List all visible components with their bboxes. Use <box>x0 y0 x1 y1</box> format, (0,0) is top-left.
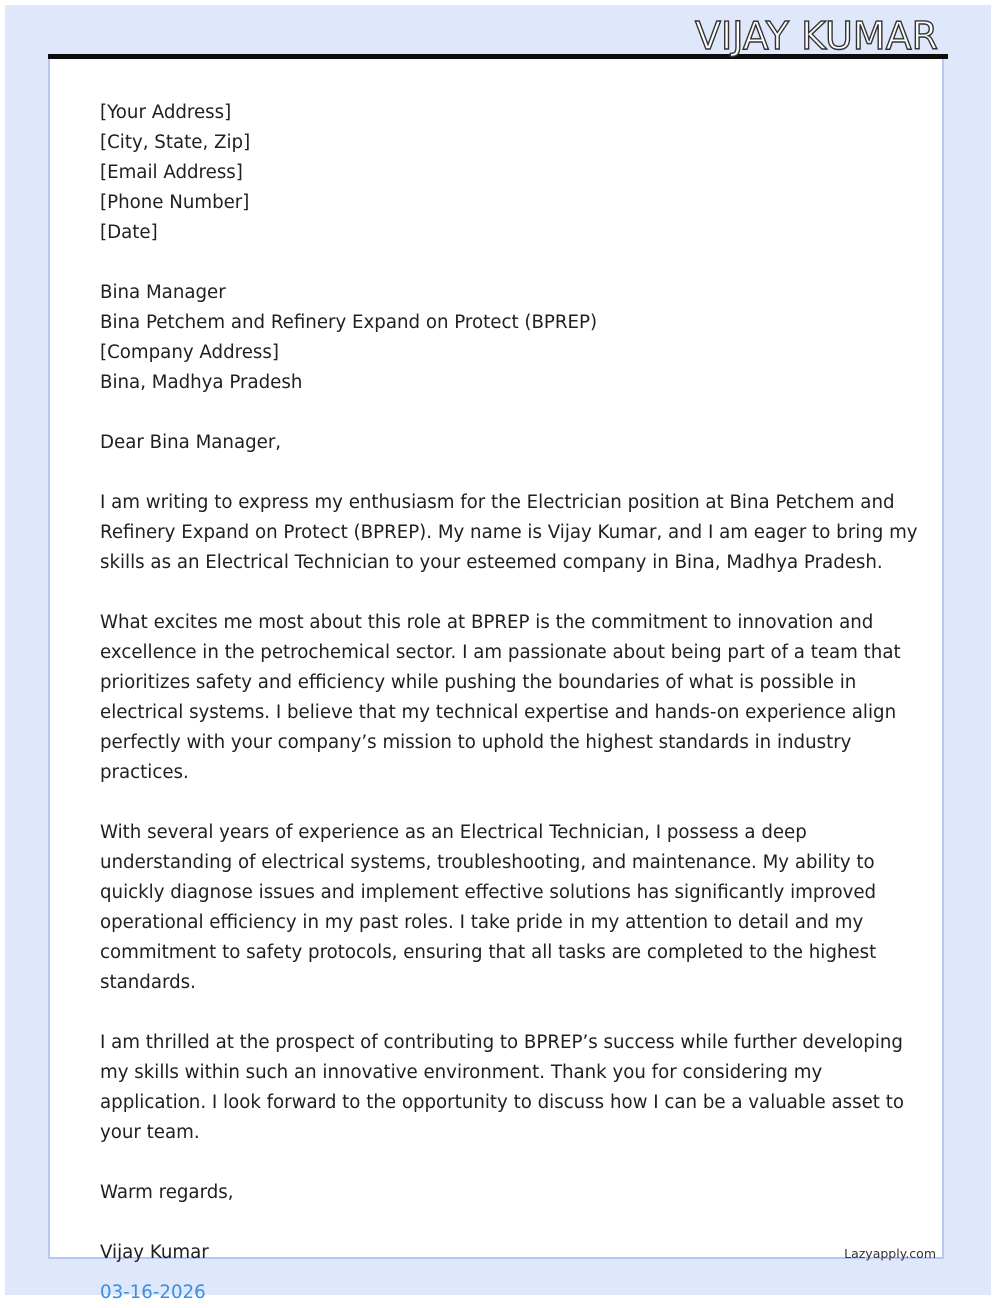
recipient-name: Bina Manager <box>100 282 226 303</box>
salutation: Dear Bina Manager, <box>100 432 282 453</box>
applicant-name-heading: VIJAY KUMAR <box>695 14 938 58</box>
paragraph-line: application. I look forward to the opportunity to discuss how I can be a valuable asset to <box>100 1092 904 1113</box>
paragraph-motivation <box>100 608 900 788</box>
recipient-block <box>100 278 900 398</box>
recipient-company: Bina Petchem and Refinery Expand on Protect (BPREP) <box>100 312 598 333</box>
paragraph-line: your team. <box>100 1122 200 1143</box>
sender-city-state-zip: [City, State, Zip] <box>100 132 251 153</box>
paragraph-line: Refinery Expand on Protect (BPREP). My name is Vijay Kumar, and I am eager to bring my <box>100 522 918 543</box>
signature: Vijay Kumar <box>100 1242 209 1263</box>
paragraph-line: electrical systems. I believe that my technical expertise and hands-on experience align <box>100 702 897 723</box>
paragraph-line: What excites me most about this role at BPREP is the commitment to innovation and <box>100 612 874 633</box>
recipient-address: [Company Address] <box>100 342 279 363</box>
paragraph-intro <box>100 488 918 578</box>
sender-address: [Your Address] <box>100 102 232 123</box>
cover-letter-body <box>100 98 918 1268</box>
paragraph-line: skills as an Electrical Technician to your esteemed company in Bina, Madhya Pradesh. <box>100 552 883 573</box>
sender-block <box>100 98 900 248</box>
paragraph-line: standards. <box>100 972 196 993</box>
paragraph-line: I am writing to express my enthusiasm for the Electrician position at Bina Petchem and <box>100 492 895 513</box>
closing: Warm regards, <box>100 1182 234 1203</box>
paragraph-line: excellence in the petrochemical sector. I am passionate about being part of a team that <box>100 642 901 663</box>
paragraph-line: operational efficiency in my past roles. I take pride in my attention to detail and my <box>100 912 864 933</box>
footer-date: 03-16-2026 <box>100 1282 206 1303</box>
paragraph-line: quickly diagnose issues and implement effective solutions has significantly improved <box>100 882 877 903</box>
paragraph-line: commitment to safety protocols, ensuring that all tasks are completed to the highest <box>100 942 877 963</box>
sender-phone: [Phone Number] <box>100 192 250 213</box>
paragraph-line: I am thrilled at the prospect of contributing to BPREP’s success while further developing <box>100 1032 903 1053</box>
paragraph-line: With several years of experience as an Electrical Technician, I possess a deep <box>100 822 807 843</box>
paragraph-closing <box>100 1028 904 1148</box>
paragraph-line: perfectly with your company’s mission to uphold the highest standards in industry <box>100 732 852 753</box>
paragraph-experience <box>100 818 900 998</box>
watermark-text: Lazyapply.com <box>844 1246 936 1261</box>
paragraph-line: practices. <box>100 762 189 783</box>
paragraph-line: understanding of electrical systems, troubleshooting, and maintenance. My ability to <box>100 852 875 873</box>
sender-email: [Email Address] <box>100 162 243 183</box>
paragraph-line: prioritizes safety and efficiency while pushing the boundaries of what is possible in <box>100 672 857 693</box>
paragraph-line: my skills within such an innovative environment. Thank you for considering my <box>100 1062 823 1083</box>
sender-date: [Date] <box>100 222 158 243</box>
recipient-location: Bina, Madhya Pradesh <box>100 372 303 393</box>
